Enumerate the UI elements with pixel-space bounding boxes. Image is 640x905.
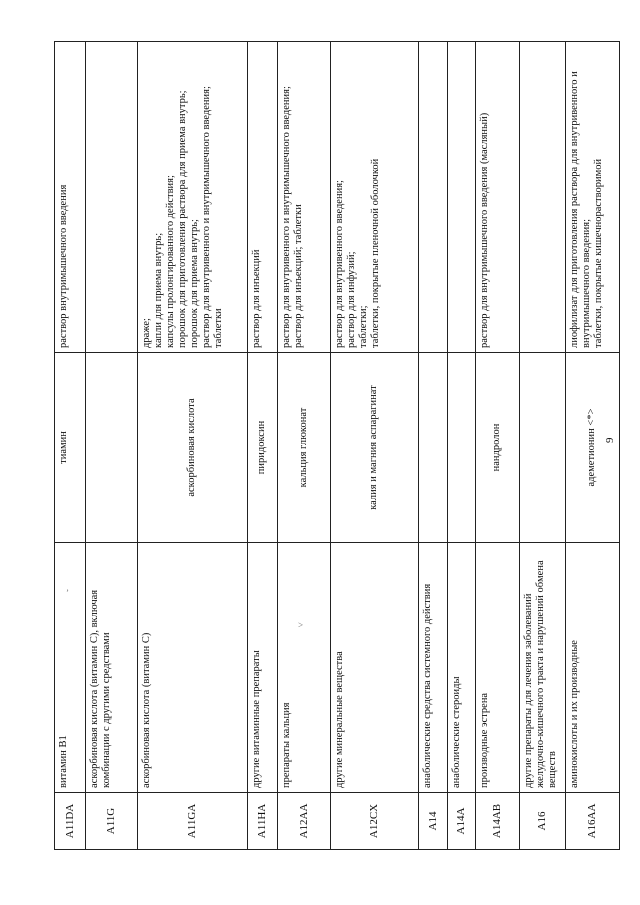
table-row <box>331 42 419 850</box>
table-row <box>476 42 520 850</box>
table-row <box>520 42 566 850</box>
dosage-form-line: таблетки, покрытые пленочной оболочкой <box>370 158 382 348</box>
atc-code-cell: A11DA <box>55 793 86 850</box>
anatomical-group-cell: анаболические средства системного действия <box>419 543 448 793</box>
atc-code-cell: A11G <box>86 793 138 850</box>
dosage-form-line: порошок для приготовления раствора для приема внутрь; <box>177 90 189 348</box>
dosage-form-line: раствор для инфузий; <box>346 251 358 348</box>
table-row <box>86 42 138 850</box>
table-row <box>248 42 278 850</box>
dosage-form-line: драже; <box>141 318 152 348</box>
dosage-form-line: порошок для приема внутрь; <box>189 219 201 348</box>
document-page <box>54 20 605 850</box>
dosage-forms-cell <box>331 42 419 353</box>
table-row <box>138 42 248 850</box>
dosage-form-line: раствор для внутримышечного введения (масляный) <box>479 112 490 348</box>
dosage-form-line: капли для приема внутрь; <box>153 232 165 348</box>
drug-name-cell <box>419 353 448 543</box>
scan-speck: > <box>298 620 304 630</box>
drug-name-cell: нандролон <box>476 353 520 543</box>
dosage-form-line: раствор внутримышечного введения <box>58 184 69 348</box>
dosage-form-line: раствор для внутривенного введения; <box>334 180 345 348</box>
dosage-form-line: раствор для внутривенного и внутримышечного введения; <box>281 86 292 348</box>
dosage-form-line: таблетки, покрытые кишечнорастворимой <box>593 158 605 348</box>
dosage-forms-cell <box>419 42 448 353</box>
atc-code-cell: A14 <box>419 793 448 850</box>
dosage-form-line: раствор для инъекций; таблетки <box>293 204 305 348</box>
dosage-forms-cell <box>566 42 620 353</box>
atc-code-cell: A14AB <box>476 793 520 850</box>
drug-name-cell: аскорбиновая кислота <box>138 353 248 543</box>
table-row <box>278 42 331 850</box>
dosage-forms-cell <box>248 42 278 353</box>
dosage-forms-cell <box>278 42 331 353</box>
table-row <box>55 42 86 850</box>
dosage-forms-cell <box>448 42 476 353</box>
dosage-form-line: таблетки; <box>358 305 370 348</box>
dosage-form-line: капсулы пролонгированного действия; <box>165 175 177 348</box>
drug-name-cell: тиамин <box>55 353 86 543</box>
anatomical-group-cell: другие препараты для лечения заболеваний желудочно-кишечного тракта и нарушений обмена веществ <box>520 543 566 793</box>
atc-code-cell: A12CX <box>331 793 419 850</box>
drug-name-cell <box>86 353 138 543</box>
dosage-forms-cell <box>86 42 138 353</box>
dosage-forms-cell <box>138 42 248 353</box>
table-row <box>566 42 620 850</box>
page-number: 9 <box>604 437 616 443</box>
dosage-forms-cell <box>520 42 566 353</box>
anatomical-group-cell: другие витаминные препараты <box>248 543 278 793</box>
table-row <box>448 42 476 850</box>
dosage-form-line: раствор для инъекций <box>251 249 262 348</box>
atc-code-cell: A14A <box>448 793 476 850</box>
scan-speck: ʼ <box>66 588 69 598</box>
anatomical-group-cell: аминокислоты и их производные <box>566 543 620 793</box>
anatomical-group-cell: аскорбиновая кислота (витамин C) <box>138 543 248 793</box>
dosage-form-line: таблетки <box>213 308 225 348</box>
dosage-forms-cell <box>476 42 520 353</box>
anatomical-group-cell: витамин B1 <box>55 543 86 793</box>
atc-code-cell: A11GA <box>138 793 248 850</box>
table-body <box>55 42 620 850</box>
drug-name-cell: пиридоксин <box>248 353 278 543</box>
drug-table <box>54 41 620 850</box>
drug-name-cell <box>520 353 566 543</box>
anatomical-group-cell: производные эстрена <box>476 543 520 793</box>
atc-code-cell: A11HA <box>248 793 278 850</box>
table-row <box>419 42 448 850</box>
atc-code-cell: A12AA <box>278 793 331 850</box>
drug-name-cell: адеметионин <*> <box>566 353 620 543</box>
drug-name-cell: кальция глюконат <box>278 353 331 543</box>
drug-name-cell: калия и магния аспарагинат <box>331 353 419 543</box>
atc-code-cell: A16 <box>520 793 566 850</box>
dosage-form-line: раствор для внутривенного и внутримышечного введения; <box>201 86 213 348</box>
dosage-form-line: лиофилизат для приготовления раствора для внутривенного и внутримышечного введения; <box>569 71 593 348</box>
drug-name-cell <box>448 353 476 543</box>
atc-code-cell: A16AA <box>566 793 620 850</box>
anatomical-group-cell: препараты кальция <box>278 543 331 793</box>
anatomical-group-cell: аскорбиновая кислота (витамин C), включая комбинации с другими средствами <box>86 543 138 793</box>
anatomical-group-cell: анаболические стероиды <box>448 543 476 793</box>
anatomical-group-cell: другие минеральные вещества <box>331 543 419 793</box>
dosage-forms-cell <box>55 42 86 353</box>
